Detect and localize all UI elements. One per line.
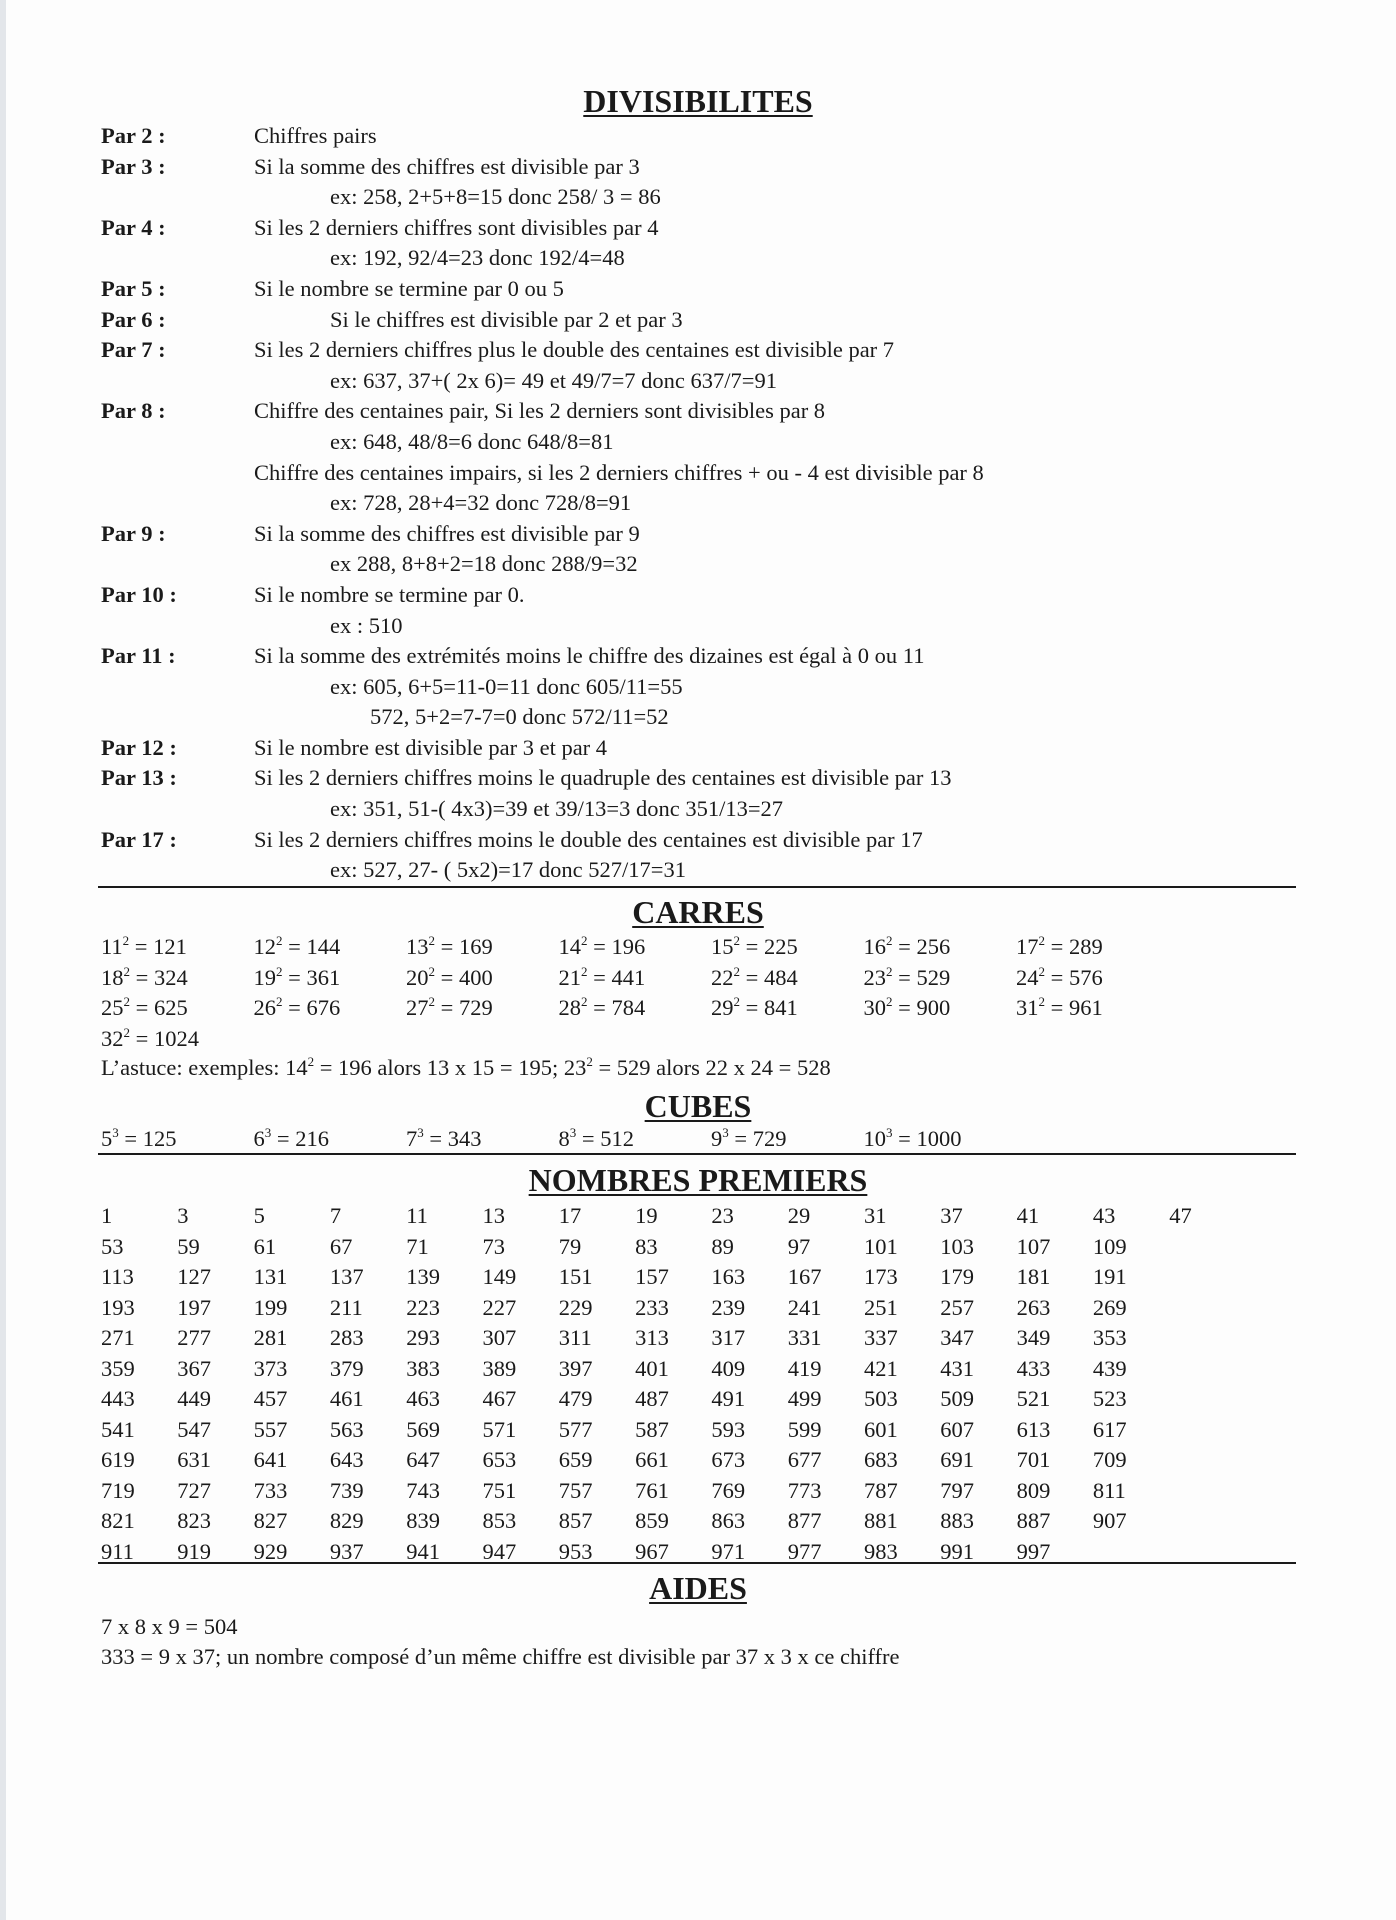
rule-line: Chiffres pairs: [254, 123, 377, 148]
square-entry: $16^2 = 256$: [863, 933, 951, 959]
prime-number: 919: [177, 1538, 212, 1564]
square-entry: $21^2 = 441$: [558, 963, 646, 990]
rule-row: [101, 580, 1291, 641]
rule-example: ex: 637, 37+( 2x 6)= 49 et 49/7=7 donc 637/7=91: [330, 367, 777, 393]
prime-number: 983: [864, 1538, 898, 1564]
prime-number: 53: [101, 1233, 124, 1259]
rule-text: [254, 274, 1291, 305]
squares-title: CARRES: [632, 894, 764, 930]
prime-number: 757: [558, 1477, 593, 1503]
prime-number: 503: [864, 1386, 898, 1411]
rule-example: ex: 728, 28+4=32 donc 728/8=91: [330, 490, 632, 516]
prime-number: 181: [1016, 1264, 1051, 1289]
prime-number: 977: [787, 1538, 822, 1564]
square-entry: $13^2 = 169$: [406, 933, 493, 959]
prime-number: 401: [635, 1355, 669, 1381]
rule-line: Si les 2 derniers chiffres plus le double des centaines est divisible par 7: [254, 337, 895, 363]
rule-line: Si les 2 derniers chiffres sont divisibles par 4: [254, 214, 659, 240]
prime-number: 907: [1092, 1508, 1127, 1533]
rule-line: Si le nombre est divisible par 3 et par 4: [254, 734, 608, 760]
prime-number: 547: [177, 1416, 212, 1442]
rule-example: ex: 192, 92/4=23 donc 192/4=48: [330, 245, 625, 271]
cube-entry: $10^3 = 1000$: [863, 1125, 962, 1151]
prime-number: 991: [940, 1538, 975, 1564]
cube-entry: $8^3 = 512$: [558, 1125, 634, 1151]
prime-number: 317: [711, 1325, 746, 1350]
rule-text: [254, 641, 1291, 733]
prime-number: 103: [940, 1233, 975, 1259]
prime-number: 647: [406, 1447, 440, 1472]
prime-number: 263: [1016, 1294, 1051, 1320]
rule-line: Chiffre des centaines pair, Si les 2 derniers sont divisibles par 8: [254, 398, 826, 424]
rule-example: ex: 605, 6+5=11-0=11 donc 605/11=55: [330, 673, 683, 699]
rule-label: Par 6 :: [101, 306, 166, 332]
section-divider: [98, 886, 1296, 888]
rule-row: [101, 305, 1291, 336]
prime-number: 821: [101, 1508, 135, 1533]
prime-number: 131: [253, 1264, 288, 1289]
divisibility-rules: [101, 121, 1291, 886]
prime-number: 127: [177, 1264, 212, 1289]
square-entry: $31^2 = 961$: [1016, 994, 1103, 1021]
rule-text: [254, 763, 1291, 824]
prime-number: 509: [940, 1386, 975, 1411]
aide-line: 7 x 8 x 9 = 504: [101, 1614, 238, 1639]
cube-entry: $6^3 = 216$: [253, 1125, 329, 1151]
prime-number: 11: [406, 1203, 428, 1228]
rule-label: Par 8 :: [101, 398, 166, 424]
prime-number: 331: [787, 1325, 822, 1350]
prime-number: 811: [1092, 1477, 1126, 1503]
rule-line: Si la somme des chiffres est divisible par 3: [254, 153, 640, 179]
prime-number: 433: [1016, 1355, 1051, 1381]
prime-number: 17: [558, 1203, 582, 1228]
prime-number: 829: [329, 1508, 364, 1533]
prime-number: 389: [482, 1355, 517, 1381]
aide-line: 333 = 9 x 37; un nombre composé d’un même chiffre est divisible par 37 x 3 x ce chiffre: [101, 1644, 900, 1669]
prime-number: 233: [635, 1294, 669, 1320]
prime-number: 139: [406, 1264, 440, 1289]
prime-number: 743: [406, 1477, 440, 1503]
prime-number: 251: [864, 1294, 898, 1320]
square-entry: $15^2 = 225$: [711, 933, 798, 959]
prime-number: 277: [177, 1325, 212, 1350]
rule-label: Par 11 :: [101, 643, 176, 669]
prime-number: 223: [406, 1294, 440, 1320]
rule-line: Si la somme des chiffres est divisible par 9: [254, 520, 640, 546]
rule-label: Par 9 :: [101, 520, 166, 546]
prime-number: 691: [940, 1447, 975, 1472]
prime-number: 467: [482, 1386, 517, 1411]
prime-number: 311: [558, 1325, 592, 1350]
rule-text: [254, 825, 1291, 886]
prime-number: 409: [711, 1355, 746, 1381]
prime-number: 431: [940, 1355, 975, 1381]
rule-example: ex 288, 8+8+2=18 donc 288/9=32: [330, 551, 638, 577]
rule-text: [254, 152, 1291, 213]
square-entry: $23^2 = 529$: [863, 963, 951, 990]
prime-number: 241: [787, 1294, 822, 1320]
square-entry: $32^2 = 1024$: [101, 1025, 199, 1052]
rule-example: ex : 510: [330, 612, 403, 638]
prime-number: 587: [635, 1416, 669, 1442]
rule-row: [101, 213, 1291, 274]
rule-row: [101, 519, 1291, 580]
prime-number: 197: [177, 1294, 212, 1320]
prime-number: 653: [482, 1447, 517, 1472]
prime-number: 953: [558, 1538, 593, 1564]
prime-number: 293: [406, 1325, 440, 1350]
prime-number: 827: [253, 1508, 288, 1533]
prime-number: 41: [1016, 1203, 1040, 1228]
prime-number: 173: [864, 1264, 898, 1289]
prime-number: 163: [711, 1264, 746, 1289]
prime-number: 487: [635, 1386, 669, 1411]
prime-number: 521: [1016, 1386, 1051, 1411]
prime-number: 727: [177, 1477, 212, 1503]
rule-label: Par 4 :: [101, 214, 166, 240]
cube-entry: $7^3 = 343$: [406, 1125, 482, 1151]
square-entry: $20^2 = 400$: [406, 963, 493, 990]
prime-number: 677: [787, 1447, 822, 1472]
prime-number: 61: [253, 1233, 277, 1259]
rule-line: Si le nombre se termine par 0 ou 5: [254, 275, 564, 301]
prime-number: 947: [482, 1538, 517, 1564]
rule-row: [101, 274, 1291, 305]
rule-row: [101, 825, 1291, 886]
rule-label: Par 10 :: [101, 581, 177, 607]
prime-number: 31: [864, 1203, 887, 1228]
prime-number: 101: [864, 1233, 898, 1259]
prime-number: 79: [558, 1233, 582, 1259]
prime-number: 421: [864, 1355, 898, 1381]
cubes-title: CUBES: [644, 1088, 752, 1124]
prime-number: 83: [635, 1233, 658, 1259]
prime-number: 1: [101, 1203, 113, 1228]
prime-number: 137: [329, 1264, 364, 1289]
prime-number: 37: [940, 1203, 963, 1228]
prime-number: 43: [1092, 1203, 1116, 1228]
prime-number: 347: [940, 1325, 975, 1350]
prime-number: 569: [406, 1416, 440, 1442]
prime-number: 541: [101, 1416, 135, 1442]
prime-number: 937: [329, 1538, 364, 1564]
prime-number: 19: [635, 1203, 658, 1228]
prime-number: 643: [329, 1447, 364, 1472]
prime-number: 191: [1092, 1264, 1127, 1289]
rule-example: 572, 5+2=7-7=0 donc 572/11=52: [370, 704, 669, 730]
prime-number: 619: [101, 1447, 135, 1472]
square-entry: $26^2 = 676$: [253, 994, 341, 1021]
rule-label: Par 2 :: [101, 123, 166, 148]
rule-example: ex: 527, 27- ( 5x2)=17 donc 527/17=31: [330, 857, 686, 883]
rule-text: [254, 396, 1291, 518]
prime-number: 457: [253, 1386, 288, 1411]
prime-number: 971: [711, 1538, 746, 1564]
square-entry: $14^2 = 196$: [558, 933, 646, 959]
prime-number: 761: [635, 1477, 669, 1503]
prime-number: 593: [711, 1416, 746, 1442]
prime-number: 109: [1092, 1233, 1127, 1259]
rule-row: [101, 152, 1291, 213]
prime-number: 419: [787, 1355, 822, 1381]
prime-number: 67: [329, 1233, 353, 1259]
prime-number: 479: [558, 1386, 593, 1411]
prime-number: 601: [864, 1416, 898, 1442]
prime-number: 227: [482, 1294, 517, 1320]
prime-number: 859: [635, 1508, 669, 1533]
prime-number: 769: [711, 1477, 746, 1503]
prime-number: 449: [177, 1386, 212, 1411]
prime-number: 23: [711, 1203, 734, 1228]
prime-number: 739: [329, 1477, 364, 1503]
cube-entry: $9^3 = 729$: [711, 1125, 787, 1151]
rule-row: [101, 335, 1291, 396]
prime-number: 641: [253, 1447, 288, 1472]
rule-text: [254, 121, 1291, 152]
prime-number: 271: [101, 1325, 135, 1350]
prime-number: 563: [329, 1416, 364, 1442]
rule-line: Si les 2 derniers chiffres moins le double des centaines est divisible par 17: [254, 826, 923, 852]
prime-number: 193: [101, 1294, 135, 1320]
rule-label: Par 5 :: [101, 275, 166, 301]
prime-number: 751: [482, 1477, 517, 1503]
rule-text: [254, 733, 1291, 764]
prime-number: 857: [558, 1508, 593, 1533]
square-entry: $24^2 = 576$: [1016, 963, 1103, 990]
prime-number: 367: [177, 1355, 212, 1381]
prime-number: 167: [787, 1264, 822, 1289]
prime-number: 439: [1092, 1355, 1127, 1381]
prime-number: 71: [406, 1233, 429, 1259]
prime-number: 3: [177, 1203, 189, 1228]
prime-number: 617: [1092, 1416, 1127, 1442]
rule-text: [254, 213, 1291, 274]
prime-number: 839: [406, 1508, 440, 1533]
prime-number: 281: [253, 1325, 288, 1350]
prime-number: 443: [101, 1386, 135, 1411]
prime-number: 239: [711, 1294, 746, 1320]
prime-number: 787: [864, 1477, 898, 1503]
prime-number: 709: [1092, 1447, 1127, 1472]
prime-number: 313: [635, 1325, 669, 1350]
section-divider: [98, 1562, 1296, 1564]
prime-number: 733: [253, 1477, 288, 1503]
prime-number: 373: [253, 1355, 288, 1381]
rule-example: ex: 648, 48/8=6 donc 648/8=81: [330, 428, 614, 454]
rule-row: [101, 733, 1291, 764]
prime-number: 577: [558, 1416, 593, 1442]
prime-number: 29: [787, 1203, 811, 1228]
prime-number: 599: [787, 1416, 822, 1442]
prime-number: 883: [940, 1508, 975, 1533]
prime-number: 967: [635, 1538, 669, 1564]
prime-number: 673: [711, 1447, 746, 1472]
rule-text: [254, 335, 1291, 396]
prime-number: 337: [864, 1325, 898, 1350]
prime-number: 5: [253, 1203, 265, 1228]
square-entry: $27^2 = 729$: [406, 994, 493, 1021]
prime-number: 659: [558, 1447, 593, 1472]
prime-number: 269: [1092, 1294, 1127, 1320]
prime-number: 809: [1016, 1477, 1051, 1503]
prime-number: 73: [482, 1233, 505, 1259]
prime-number: 7: [329, 1203, 342, 1228]
prime-number: 359: [101, 1355, 135, 1381]
rule-row: [101, 641, 1291, 733]
square-entry: $29^2 = 841$: [711, 994, 798, 1021]
prime-number: 631: [177, 1447, 212, 1472]
prime-number: 97: [787, 1233, 811, 1259]
prime-number: 863: [711, 1508, 746, 1533]
square-entry: $22^2 = 484$: [711, 963, 798, 990]
prime-number: 89: [711, 1233, 734, 1259]
prime-number: 661: [635, 1447, 669, 1472]
divisibility-title: DIVISIBILITES: [583, 83, 813, 119]
prime-number: 683: [864, 1447, 898, 1472]
prime-number: 607: [940, 1416, 975, 1442]
prime-number: 797: [940, 1477, 975, 1503]
prime-number: 349: [1016, 1325, 1051, 1350]
rule-line: Si le nombre se termine par 0.: [254, 581, 525, 607]
prime-number: 701: [1016, 1447, 1051, 1472]
rule-row: [101, 396, 1291, 518]
rule-line: Si les 2 derniers chiffres moins le quadruple des centaines est divisible par 13: [254, 765, 952, 791]
rule-label: Par 13 :: [101, 765, 177, 791]
prime-number: 463: [406, 1386, 440, 1411]
square-entry: $17^2 = 289$: [1016, 933, 1103, 959]
prime-number: 179: [940, 1264, 975, 1289]
rule-label: Par 3 :: [101, 153, 166, 179]
prime-number: 499: [787, 1386, 822, 1411]
rule-label: Par 7 :: [101, 337, 166, 363]
prime-number: 157: [635, 1264, 669, 1289]
prime-number: 719: [101, 1477, 135, 1503]
rule-line: Si la somme des extrémités moins le chiffre des dizaines est égal à 0 ou 11: [254, 643, 925, 669]
prime-number: 523: [1092, 1386, 1127, 1411]
square-entry: $11^2 = 121$: [101, 933, 187, 959]
prime-number: 491: [711, 1386, 746, 1411]
prime-number: 13: [482, 1203, 505, 1228]
rule-row: [101, 763, 1291, 824]
prime-number: 929: [253, 1538, 288, 1564]
prime-number: 557: [253, 1416, 288, 1442]
prime-number: 461: [329, 1386, 364, 1411]
square-entry: $28^2 = 784$: [558, 994, 646, 1021]
square-entry: $25^2 = 625$: [101, 994, 188, 1021]
aides-title: AIDES: [649, 1570, 747, 1606]
square-entry: $19^2 = 361$: [253, 963, 341, 990]
prime-number: 211: [329, 1294, 363, 1320]
prime-number: 199: [253, 1294, 288, 1320]
prime-number: 59: [177, 1233, 200, 1259]
prime-number: 613: [1016, 1416, 1051, 1442]
square-entry: $18^2 = 324$: [101, 963, 188, 990]
primes-title: NOMBRES PREMIERS: [528, 1162, 868, 1198]
rule-row: [101, 121, 1291, 152]
page-edge-shadow: [0, 0, 6, 1920]
prime-number: 149: [482, 1264, 517, 1289]
section-divider: [98, 1153, 1296, 1155]
prime-number: 571: [482, 1416, 517, 1442]
rule-example: Si le chiffres est divisible par 2 et par 3: [330, 306, 683, 332]
square-entry: $12^2 = 144$: [253, 933, 341, 959]
prime-number: 113: [101, 1264, 134, 1289]
prime-number: 881: [864, 1508, 898, 1533]
prime-number: 397: [558, 1355, 593, 1381]
rule-example: ex: 258, 2+5+8=15 donc 258/ 3 = 86: [330, 184, 661, 210]
cube-entry: $5^3 = 125$: [101, 1125, 177, 1151]
prime-number: 107: [1016, 1233, 1051, 1259]
prime-number: 887: [1016, 1508, 1051, 1533]
rule-text: [254, 519, 1291, 580]
prime-number: 47: [1169, 1203, 1192, 1228]
prime-number: 773: [787, 1477, 822, 1503]
rule-text: [254, 580, 1291, 641]
prime-number: 997: [1016, 1538, 1051, 1564]
prime-number: 353: [1092, 1325, 1127, 1350]
rule-example: ex: 351, 51-( 4x3)=39 et 39/13=3 donc 351/13=27: [330, 796, 784, 822]
squares-tip: L’astuce: exemples: $14^2 = 196$ alors 13 x 15 = 195; $23^2 = 529$ alors 22 x 24 = 528: [101, 1054, 831, 1080]
prime-number: 911: [101, 1538, 134, 1564]
prime-number: 383: [406, 1355, 440, 1381]
prime-number: 257: [940, 1294, 975, 1320]
prime-number: 941: [406, 1538, 440, 1564]
prime-number: 379: [329, 1355, 364, 1381]
prime-number: 307: [482, 1325, 517, 1350]
prime-number: 229: [558, 1294, 593, 1320]
prime-number: 283: [329, 1325, 364, 1350]
prime-number: 151: [558, 1264, 593, 1289]
prime-number: 823: [177, 1508, 212, 1533]
rule-text: [254, 305, 1291, 336]
prime-number: 877: [787, 1508, 822, 1533]
square-entry: $30^2 = 900$: [863, 994, 951, 1021]
prime-number: 853: [482, 1508, 517, 1533]
rule-label: Par 17 :: [101, 826, 177, 852]
rule-label: Par 12 :: [101, 734, 177, 760]
rule-line: Chiffre des centaines impairs, si les 2 derniers chiffres + ou - 4 est divisible par 8: [254, 459, 984, 485]
